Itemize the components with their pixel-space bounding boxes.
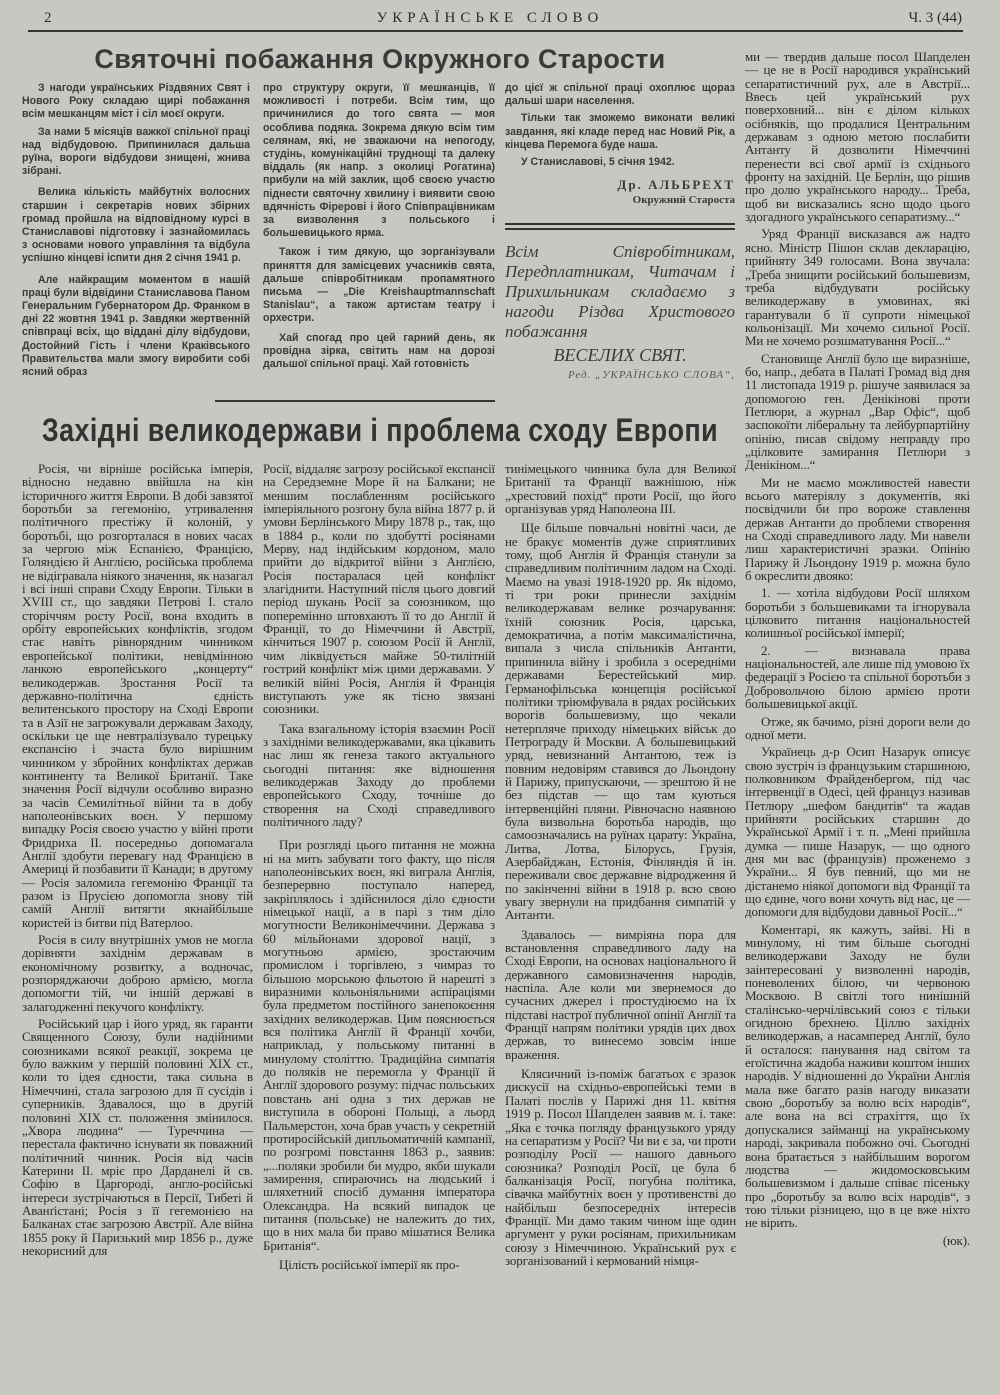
- signature-title: Окружний Староста: [632, 194, 735, 207]
- paragraph: Ми не маємо можливостей навести всього матеріялу з документів, які посвідчили би про вороже ставлення держав Антанти до проблеми створення на Сході справедливого ладу. Ми навели лиш характеристичні зразки. Опінію Парижу й Льондону 1919 р. можна було б окреслити двояко:: [745, 474, 970, 584]
- paragraph: Також і тим дякую, що зорганізували приняття для замісцевих учасників свята, дальше співробітникам пропамятного письма — „Die Kreishauptmannschaft Stanislau“, а також артистам театру і орхестри.: [263, 246, 495, 325]
- paragraph: Росії, віддаляє загрозу російської експансії на Середземне Море й на Балкани; не меншим послабленням російського імперіяльного розгону була війна 1877 р. й умови Берлінського Миру 1878 р., так, що в 1884 р., коли по здобутті росіянами Мерву, над індійським кордоном, мало прийти до відкритої війни з Англією, Росія постаралася цей конфлікт злагіднити. Наступний після цього довгий період шукань Росії за союзником, що поперемінно штовхають її то до Англії й Франції, то до Німеччини й Австрії, кінчиться 1907 р. союзом Росії й Англії, чим ліквідується майже 50-тилітній гострий конфлікт між цими державами. У великій війні Росія, Англія й Франція виступають уже як тісно звязані союзники.: [263, 462, 495, 717]
- page-number: 2: [44, 10, 52, 26]
- paragraph: При розгляді цього питання не можна ні на мить забувати того факту, що після наполеонівських воєн, які виграла Англія, безперервно поступало наперед, закріплялось і здійснилося діло єдности німецької нації, а в парі з тим діло могутности Великонімеччини. Держава з 60 мільйонами здорової нації, з могутньою армією, зростаючим промислом і торгівлею, з чимраз то більшою морською фльотою й нарешті з виразними кольоніяльними аспіраціями була предметом постійного занепокоєння західних великодержав. Цим пояснюється вся політика Англії й Франції хочби, наприклад, у польському питанні в минулому століттю. Традиційна симпатія до поляків не перемогла у Франції й Англії здорового розуму: підчас польських повстань ані одна з тих держав не виступила в обороні Польщі, а льорд Пальмерстон, хоча брав участь у секретній протиросійській дипльоматичній кампанії, по розгромі повстання 1863 р., заявив: „...поляки зробили би мудро, якби шукали замирення, спираючись на людський і шляхетний спосіб думання імператора Олександра. На всякий випадок це питання (польське) не належить до тих, що в них мала би право мішатися Велика Британія“.: [263, 837, 495, 1253]
- editorial-greeting-text: Всім Співробітникам, Передплатникам, Читачам і Прихильникам складаємо з нагоди Різдва Христового побажання: [505, 241, 735, 341]
- newspaper-name: УКРАЇНСЬКЕ СЛОВО: [376, 10, 604, 26]
- paragraph: Уряд Франції висказався аж надто ясно. Міністр Пішон склав декларацію, прийняту 349 голосами. Вона звучала: „Треба знищити російський большевизм, треба відбудувати російську великодержаву в умовинах, які гарантували б її супроти німецької кольонізації. Ми хочемо сильної Росії. Ми не хочемо розшматування Росії...“: [745, 226, 970, 349]
- divider-double-top: [505, 223, 735, 225]
- paragraph: Росія в силу внутрішніх умов не могла дорівняти західнім державам в економічному розвитку, а водночас, розпоряджаючи доброю армією, могла допомогти тій, чи іншій державі в залагодженні пекучого конфлікту.: [22, 932, 253, 1014]
- paragraph: Ще більше повчальні новітні часи, де не бракує моментів дуже сприятливих тому, щоб Англія й Франція станули за справедливим політичним ладом на Сході. Маємо на увазі 1918-1920 рр. Як відомо, ті три роки принесли західнім великодержавам велике розчарування: їхній союзник Росія, царська, демократична, а потім максималістична, випала з числа спільників Антанти, припинила війну і зробила з осередніми державами Берестейський мир. Германофільська концепція російської політики тріюмфувала в рядах російських ворогів большевизму, що чекали нетерпляче приходу німецьких військ до Петрограду й Москви. А большевицький уряд, невизнаний Антантою, теж із повним недовірям ставився до Льондону й Парижу, припускаючи, — зрештою й не без підстав — що там куються інтервенційні пляни. Рівночасно наявною була визвольна боротьба народів, що самоозначались на руїнах царату: Україна, Литва, Лотва, Білорусь, Грузія, Азербайджан, Естонія, Фінляндія й ін. переживали своє державне відродження й по закінченні війни в 1918 р. всю свою увагу звернули на придбання симпатій у Антанти.: [505, 520, 736, 923]
- author-initials: (юк).: [942, 1232, 970, 1248]
- greeting-article-column-3: [505, 82, 735, 382]
- paragraph: Хай спогад про цей гарний день, як провідна зірка, світить нам на дорозі дальшої спільної праці. Хай готовність: [263, 331, 495, 371]
- divider-double-bottom: [505, 228, 735, 230]
- paragraph: Становище Англії було ще виразніше, бо, напр., дебата в Палаті Громад від дня 11 листопада 1919 р. рішуче заявилася за допомогою ген. Денікінові проти Петлюри, а журнал „Вар Офіс“, щоб заспокоїти ліберальну та лейбурпартійну опінію, писав свідому неправду про „цілковите замирання Петлюри з Денікіном...“: [745, 350, 970, 473]
- paragraph: Отже, як бачимо, різні дороги вели до одної мети.: [745, 713, 970, 742]
- paragraph: Здавалось — вимріяна пора для встановлення справедливого ладу на Сході Европи, на основах національного й державного самовизначення народів, наспіла. Але коли ми звернемося до сучасних джерел і простудіюємо на їх підставі настрої публичної опінії Англії та Франції напрям політики урядів цих двох держав, то винесемо зовсім інше враження.: [505, 926, 736, 1062]
- paragraph: Але найкращим моментом в нашій праці були відвідини Станиславова Паном Генеральним Губернатором Др. Франком в дні 22 жовтня 1941 р. Завдяки жертвенній співпраці всіх, що віддані ділу відбудови, Достойний Гість і члени Краківського Правительства мали змогу виробити собі ясний образ: [22, 273, 250, 379]
- main-article-title: Західні великодержави і проблема сходу Европи: [41, 412, 719, 448]
- section-divider: [215, 400, 495, 402]
- paragraph: до цієї ж спільної праці охоплює щораз дальші шари населення.: [505, 82, 735, 108]
- signature-name: Др. АЛЬБРЕХТ: [617, 177, 735, 193]
- paragraph: тинімецького чинника була для Великої Британії та Франції важнішою, ніж „хрестовий похід“ проти Росії, що його організував уряд Наполеона III.: [505, 462, 736, 517]
- paragraph: Росія, чи вірніше російська імперія, відносно недавно ввійшла на кін історичного життя Европи. В добі завзятої боротьби за гегемонію, утривалення політичного престіжу й колоній, у боротьбі, що розгорталася в нових часах за чергою між Еспанією, Францією, Голяндією й Англією, російська проблема не відігравала ніякого значення, як назагал і всі інші справи Сходу Европи. Тільки в XVIII ст., що завдяки Петрові І. стало сторіччям росту Росії, вона входить в орбіту европейських конфліктів, згодом стає навіть рівнорядним чинником европейської політики, невідмінною ланкою европейського „концерту“ великодержав. Зростання Росії та державно-політична єдність велитенського простору на Сході Европи та в Азії не загрожували державам Заходу, оскільки це ще невтралізувало турецьку експансію і зчаста було вирішним чинником у збройних конфліктах держав континенту та Великої Британії. Таке значення Росії відчули особливо виразно за часів Семилітньої війни та в добу наполеонівських воєн. У першому випадку Росія своєю участю у війні проти Фридриха II. посередньо допомагала Англії здобути перевагу над Францією в Америці й позбавити її Канади; в другому — Росія заломила гегемонію Франції та разом із Прусією допомогла знову тій самій Англії витягти якнайбільше користей із битви під Ватерлоо.: [22, 462, 253, 930]
- header-rule: [28, 30, 963, 32]
- greeting-article-column-2: [263, 82, 495, 392]
- editorial-greeting-wish: ВЕСЕЛИХ СВЯТ.: [553, 344, 687, 365]
- issue-number: Ч. 3 (44): [908, 10, 962, 26]
- paragraph: Така взагальному історія взаємин Росії з західніми великодержавами, яка цікавить нас лиш як генеза такого актуального сьогодні питання: яке відношення великодержав Заходу до проблеми европейського Сходу, точніше до створення на Сході справедливого політичного ладу?: [263, 720, 495, 829]
- main-article-column-3: [505, 462, 736, 1367]
- paragraph: За нами 5 місяців важкої спільної праці над відбудовою. Припинилася дальша руїна, вороги відбудови знищені, жнива зібрані.: [22, 125, 250, 178]
- paragraph: Українець д-р Осип Назарук описує свою зустріч із французьким старшиною, полковником Фрайденбергом, під час інтервенції в Одесі, цей француз називав Петлюру „шефом бандитів“ та жадав прийняти російських старшин до Української Армії і т. п. „Мені прийшла думка — пише Назарук, — що одного дня ми вас (французів) проженемо з України... Я був певний, що ми не дістанемо ніякої допомоги від Франції та що єдине, чого вони хочуть від нас, це — допомоги для відбудови давньої Росії...“: [745, 744, 970, 920]
- list-item: 2. — визнавала права національностей, але лише під умовою їх федерації з Росією та спільної боротьби з Добровольчою білою армією проти большевицької акції.: [745, 642, 970, 712]
- paragraph: З нагоди українських Різдвяних Свят і Нового Року складаю щирі побажання всім мешканцям міст і сіл моєї округи.: [22, 82, 250, 121]
- paragraph: Тільки так зможемо виконати великі завдання, які кладе перед нас Новий Рік, а кінцева Перемога буде наша.: [505, 112, 735, 151]
- greeting-article-column-1: [22, 82, 250, 392]
- paragraph: Російський цар і його уряд, як гаранти Священного Союзу, були надійними союзниками всякої реакції, зокрема це було важким у першій половині XIX ст., коли то ідея єдности, така сильна в Німеччині, стала загрозою для її сусідів і суперників. Здавалося, що в другій половині XIX ст. положення змінилося. „Хвора людина“ — Туреччина — перестала фактично існувати як поважний політичний чинник. Росія від часів Катерини II. мріє про Дарданелі й св. Софію в Царгороді, англо-російські інтереси зустрічаються в Персії, Тибеті й Аванґістані; Росія з її гегемонією на Балканах стає загрозою Австрії. Але війна 1855 року й Паризький мир 1856 р., дуже некорисний для: [22, 1016, 253, 1258]
- dateline: У Станиславові, 5 січня 1942.: [521, 156, 675, 169]
- paragraph: Клясичний із-поміж багатьох є зразок дискусії на східньо-европейські теми в Палаті послів у Парижі дня 11. квітня 1919 р. Посол Шапделен заявив м. і. таке: „Яка є точка погляду французького уряду на сепаратизм у Росії? Чи ви є за, чи проти розподілу Росії — нашого давнього союзника? Розподіл Росії, це була б балканізація Росії, погубна політика, сівачка майбутніх воєн у противенстві до найбільш безпосередніх інтересів Франції. Ми дамо таким чином іще один аргумент у руки росіянам, прихильникам союзу з Німеччиною. Український рух є зорганізований і кермований німця-: [505, 1066, 736, 1268]
- greeting-article-title: Святочні побажання Окружного Старости: [94, 44, 666, 74]
- editorial-greeting-signature: Ред. „УКРАЇНСЬКО СЛОВА“,: [568, 368, 735, 381]
- paragraph: Цілість російської імперії як про-: [279, 1256, 460, 1272]
- paragraph: Велика кількість майбутніх волосних старшин і секретарів нових збірних громад пройшла на відповідному курсі в Станиславові підготовку і зазнайомилась з основами нового управління та відбула успішно кінцеві іспити дня 2 січня 1941 р.: [22, 186, 250, 265]
- list-item: 1. — хотіла відбудови Росії шляхом боротьби з большевиками та ігнорувала цілковито питання національностей колишньої російської імперії;: [745, 585, 970, 641]
- paragraph: про структуру округи, її мешканців, її можливості і потреби. Всім тим, що причинилися до того свята — моя особлива подяка. Зокрема дякую всім тим селянам, які, не зважаючи на непогоду, студінь, комунікаційні труднощі та далеку віддаль (як напр. з околиці Рогатина) прибули на мій заклик, щоб своєю участю піднести святочну хвилину і виявити свою вдячність Фірерові і його Співпрацівникам за визволення з польського і большевицького ярма.: [263, 82, 495, 240]
- main-article-column-4: [745, 50, 970, 1365]
- paragraph: ми — твердив дальше посол Шапделен — це не в Росії народився український сепаратистичний рух, але в Австрії... Ввесь цей український рух поверховний... він є ділом кількох осібняків, що продалися Центральним державам з одною метою послабити Антанту й дозволити Німеччині перенести всі свої армії із східнього фронту на західній. Це Берлін, що рішив про долю українського народу... Треба, щоб ви висказались ясно щодо цього здогадного українського сепаратизму...“: [745, 50, 970, 225]
- main-article-column-2: [263, 462, 495, 1367]
- main-article-column-1: [22, 462, 253, 1367]
- paragraph: Коментарі, як кажуть, зайві. Ні в минулому, ні тим більше сьогодні великодержави Заходу не були заінтересовані у визволенні народів, поневолених білою, чи червоною Москвою. В світлі того нинішній сталінсько-черчілівський союз є тільки огидною брехнею. Ціллю західніх великодержав, а насамперед Англії, було й осталося: панування над світом та егоїстична жадоба наживи коштом інших народів. У відношенні до України Англія мала вже багато разів нагоду виказати свою „боротьбу за волю всіх народів“, але вона на всі страхіття, що їх допускалися займанці на українському народі, закривала побожно очі. Сьогодні вона братається з найбільшим ворогом людства — жидомосковським большевизмом і дальше співає пісеньку про „боротьбу за волю всіх народів“, з тою тільки різницею, що в це вже ніхто не вірить.: [745, 921, 970, 1231]
